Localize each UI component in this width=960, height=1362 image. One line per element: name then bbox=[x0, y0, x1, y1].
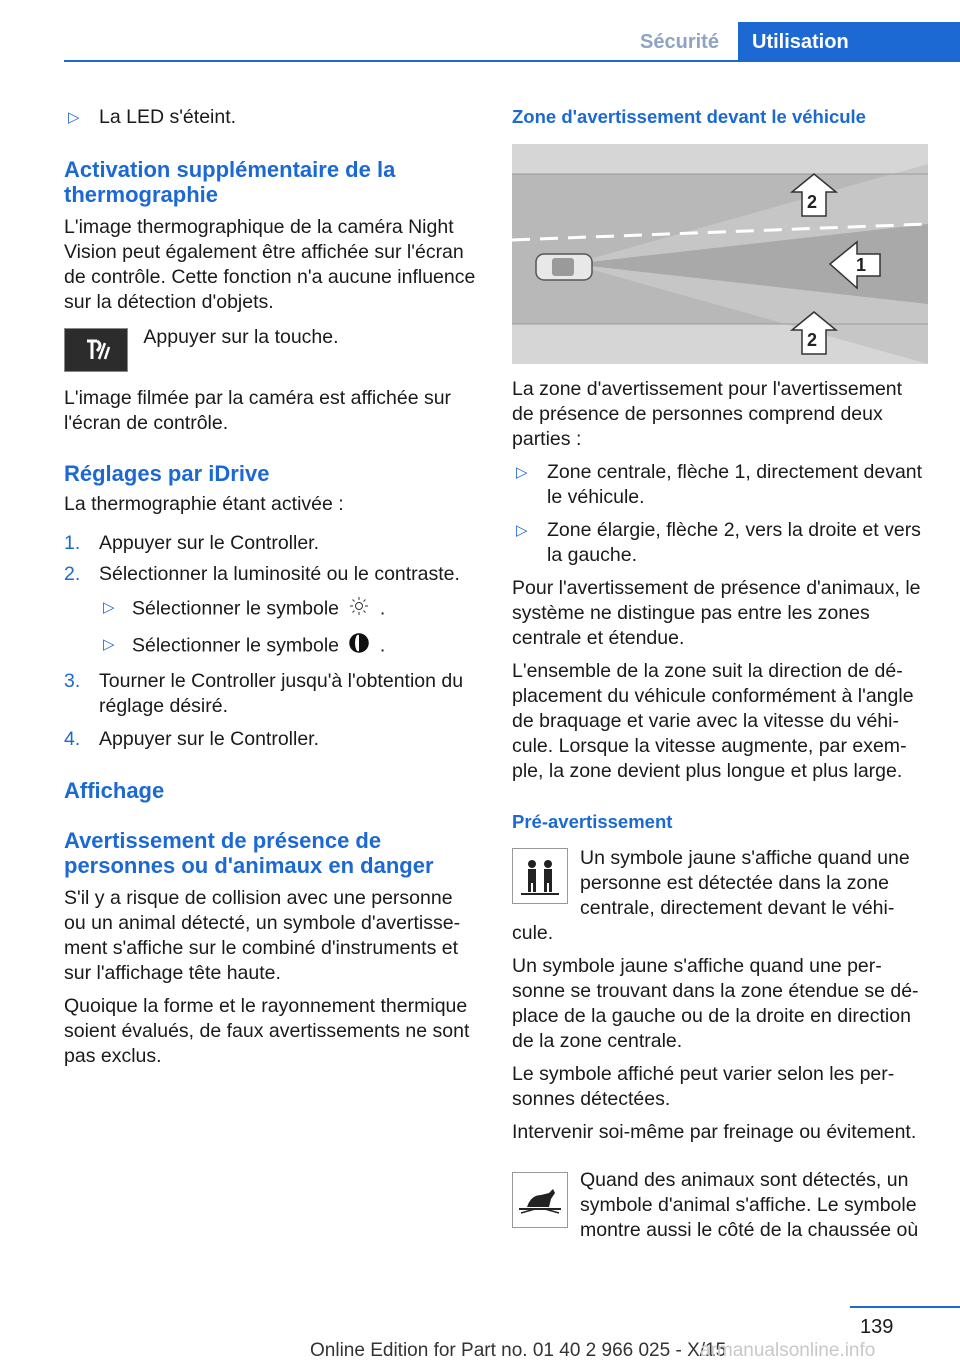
figure-heading: Zone d'avertissement devant le véhicule bbox=[512, 106, 866, 127]
triangle-bullet-icon: ▷ bbox=[516, 464, 528, 481]
list-item: ▷ Sélectionner le symbole . bbox=[64, 632, 479, 661]
footer-rule bbox=[850, 1306, 960, 1308]
svg-text:2: 2 bbox=[807, 192, 818, 212]
paragraph: La thermographie étant activée : bbox=[64, 493, 344, 515]
list-item: 2. Sélectionner la luminosité ou le contraste. bbox=[64, 563, 460, 585]
tab-securite[interactable]: Sécurité bbox=[640, 31, 719, 53]
button-instruction: Appuyer sur la touche. bbox=[64, 328, 479, 372]
paragraph: Un symbole jaune s'affiche quand une personne se trouvant dans la zone étendue se déplace de la gauche ou de la droite en direction de la zone centrale. bbox=[512, 955, 919, 1052]
list-item: 3. Tourner le Controller jusqu'à l'obtention du réglage désiré. bbox=[64, 670, 464, 717]
section-heading-avertissement: Avertissement de présence de personnes ou d'animaux en danger bbox=[64, 828, 434, 878]
list-item: ▷ Zone centrale, flèche 1, directement devant le véhicule. bbox=[516, 461, 923, 508]
list-item: 4. Appuyer sur le Controller. bbox=[64, 728, 320, 750]
brightness-icon bbox=[344, 595, 374, 624]
list-item: 1. Appuyer sur le Controller. bbox=[64, 532, 320, 554]
paragraph: L'image thermographique de la caméra Night Vision peut également être affichée sur l'écran de contrôle. Cette fonction n'a aucune influence sur la détection d'objets. bbox=[64, 216, 476, 313]
list-item: ▷ Zone élargie, flèche 2, vers la droite et vers la gauche. bbox=[516, 519, 921, 566]
paragraph: Pour l'avertissement de présence d'animaux, le système ne distingue pas entre les zones centrale et étendue. bbox=[512, 577, 921, 649]
contrast-icon bbox=[344, 632, 374, 661]
paragraph: L'ensemble de la zone suit la direction de déplacement du véhicule conformément à l'angle de braquage et varie avec la vitesse du véhicule. Lorsque la vitesse augmente, par exemple, la zone devient plus longue et plus large. bbox=[512, 660, 914, 782]
header-rule bbox=[64, 60, 960, 62]
page-number: 139 bbox=[860, 1316, 894, 1338]
animal-warning-icon bbox=[512, 1172, 568, 1228]
animal-warning-block: Quand des animaux sont détectés, un symbole d'animal s'affiche. Le symbole montre aussi le côté de la chaussée où bbox=[512, 1168, 928, 1243]
left-column bbox=[64, 100, 479, 1069]
night-vision-button-icon bbox=[64, 328, 128, 372]
triangle-bullet-icon: ▷ bbox=[103, 599, 115, 616]
svg-text:2: 2 bbox=[807, 330, 818, 350]
triangle-bullet-icon: ▷ bbox=[103, 636, 115, 653]
paragraph: Intervenir soi-même par freinage ou évitement. bbox=[512, 1121, 917, 1143]
section-heading-idrive: Réglages par iDrive bbox=[64, 461, 270, 486]
right-column bbox=[512, 100, 928, 1243]
watermark: armanualsonline.info bbox=[700, 1340, 876, 1361]
paragraph: La zone d'avertissement pour l'avertissement de présence de personnes comprend deux parties : bbox=[512, 378, 903, 450]
triangle-bullet-icon: ▷ bbox=[68, 109, 80, 126]
section-heading-pre-avertissement: Pré-avertissement bbox=[512, 811, 673, 832]
tab-utilisation[interactable]: Utilisation bbox=[738, 22, 960, 62]
triangle-bullet-icon: ▷ bbox=[516, 522, 528, 539]
list-item: ▷ Sélectionner le symbole . bbox=[64, 595, 479, 624]
list-item: ▷ La LED s'éteint. bbox=[68, 106, 237, 128]
warning-zone-figure bbox=[512, 144, 928, 364]
section-heading-activation: Activation supplémentaire de la thermographie bbox=[64, 157, 396, 207]
paragraph: L'image filmée par la caméra est affichée sur l'écran de contrôle. bbox=[64, 387, 452, 434]
vehicle-icon bbox=[536, 254, 592, 280]
svg-text:1: 1 bbox=[856, 255, 867, 275]
paragraph: S'il y a risque de collision avec une personne ou un animal détecté, un symbole d'avertissement s'affiche sur le combiné d'instruments et sur l'affichage tête haute. bbox=[64, 887, 461, 984]
pre-warning-block: Un symbole jaune s'affiche quand une personne est détectée dans la zone centrale, directement devant le véhicule. bbox=[512, 847, 910, 944]
pedestrians-warning-icon bbox=[512, 848, 568, 904]
paragraph: Quoique la forme et le rayonnement thermique soient évalués, de faux avertissements ne sont pas exclus. bbox=[64, 995, 470, 1067]
edition-note: Online Edition for Part no. 01 40 2 966 025 - X/15 bbox=[310, 1340, 727, 1361]
page-header bbox=[0, 0, 960, 62]
paragraph: Le symbole affiché peut varier selon les personnes détectées. bbox=[512, 1063, 895, 1110]
section-heading-affichage: Affichage bbox=[64, 778, 165, 803]
